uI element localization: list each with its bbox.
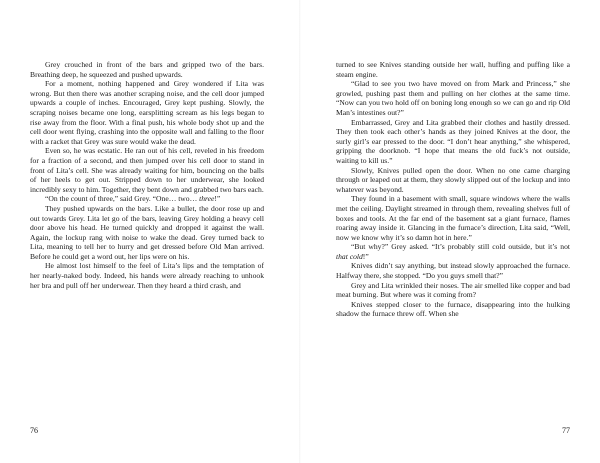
right-paragraph-5: They found in a basement with small, square windows where the walls met the ceiling. Daylight streamed in through them, revealing shelves full of boxes and tools. At the far end of the basement sat a giant furnace, flames roaring away inside it. Glancing in the furnace’s direction, Lita said, “Well, now we know why it’s so damn hot in here.” [336,194,570,242]
left-paragraph-5: They pushed upwards on the bars. Like a bullet, the door rose up and out towards Grey. Lita let go of the bars, leaving Grey holding a heavy cell door above his head. He turned quickly and dropped it against the wall. Again, the lockup rang with noise to wake the dead. Grey turned back to Lita, meaning to tell her to hurry and get dressed before Old Man arrived. Before he could get a word out, her lips were on his. [30,203,264,261]
left-paragraph-6: He almost lost himself to the feel of Lita’s lips and the temptation of her nearly-naked body. Indeed, his hands were already reaching to unhook her bra and pull off her underwear. Then they heard a third crash, and [30,261,264,290]
right-paragraph-1: turned to see Knives standing outside her wall, huffing and puffing like a steam engine. [336,60,570,79]
right-paragraph-7: Knives didn’t say anything, but instead slowly approached the furnace. Halfway there, she stopped. “Do you guys smell that?” [336,261,570,281]
right-paragraph-2: “Glad to see you two have moved on from Mark and Princess,” she growled, pushing past them and pulling on her clothes at the same time. “Now can you two hold off on boning long enough so we can go and rip Old Man’s intestines out?” [336,79,570,117]
right-paragraph-6-emphasis: that cold [336,251,363,261]
right-paragraph-9: Knives stepped closer to the furnace, disappearing into the hulking shadow the furnace threw off. When she [336,299,570,319]
left-paragraph-1: Grey crouched in front of the bars and gripped two of the bars. Breathing deep, he squeezed and pushed upwards. [30,60,264,79]
right-paragraph-6-text: “But why?” Grey asked. “It’s probably still cold outside, but it’s not [351,242,570,252]
left-paragraph-3: Even so, he was ecstatic. He ran out of his cell, reveled in his freedom for a fraction of a second, and then jumped over his cell door to stand in front of Lita’s cell. She was already waiting for him, bouncing on the balls of her heels to get out. Stripped down to her underwear, she looked incredibly sexy to him. Together, they bent down and grabbed two bars each. [30,146,264,194]
right-paragraph-8: Grey and Lita wrinkled their noses. The air smelled like copper and bad meat burning. But where was it coming from? [336,280,570,300]
book-gutter [299,0,301,463]
right-paragraph-3: Embarrassed, Grey and Lita grabbed their clothes and hastily dressed. They then took each other’s hands as they joined Knives at the door, the surly girl’s ear pressed to the door. “I don’t hear anything,” she whispered, gripping the doorknob. “I hope that means the old fuck’s not outside, waiting to kill us.” [336,117,570,165]
right-paragraph-4: Slowly, Knives pulled open the door. When no one came charging through or leaped out at them, they slowly slipped out of the lockup and into whatever was beyond. [336,165,570,194]
right-page [336,60,570,440]
right-paragraph-6-tail: !” [362,251,369,261]
left-paragraph-4 [30,194,264,204]
left-paragraph-2: For a moment, nothing happened and Grey wondered if Lita was wrong. But then there was another scraping noise, and the cell door jumped upwards a couple of inches. Encouraged, Grey kept pushing. Slowly, the scraping noises became one long, earsplitting scream as his legs began to rise away from the floor. With a final push, his whole body shot up and the cell door went flying, crashing into the opposite wall and falling to the floor with a racket that Grey was sure would wake the dead. [30,79,264,146]
right-page-number: 77 [562,426,570,435]
left-paragraph-4-text: “On the count of three,” said Grey. “One… two… [45,194,200,204]
right-paragraph-6 [336,242,570,261]
left-paragraph-4-emphasis: three [199,194,215,204]
left-page-number: 76 [30,426,38,435]
left-page [30,60,264,440]
left-paragraph-4-tail: !” [214,194,221,204]
